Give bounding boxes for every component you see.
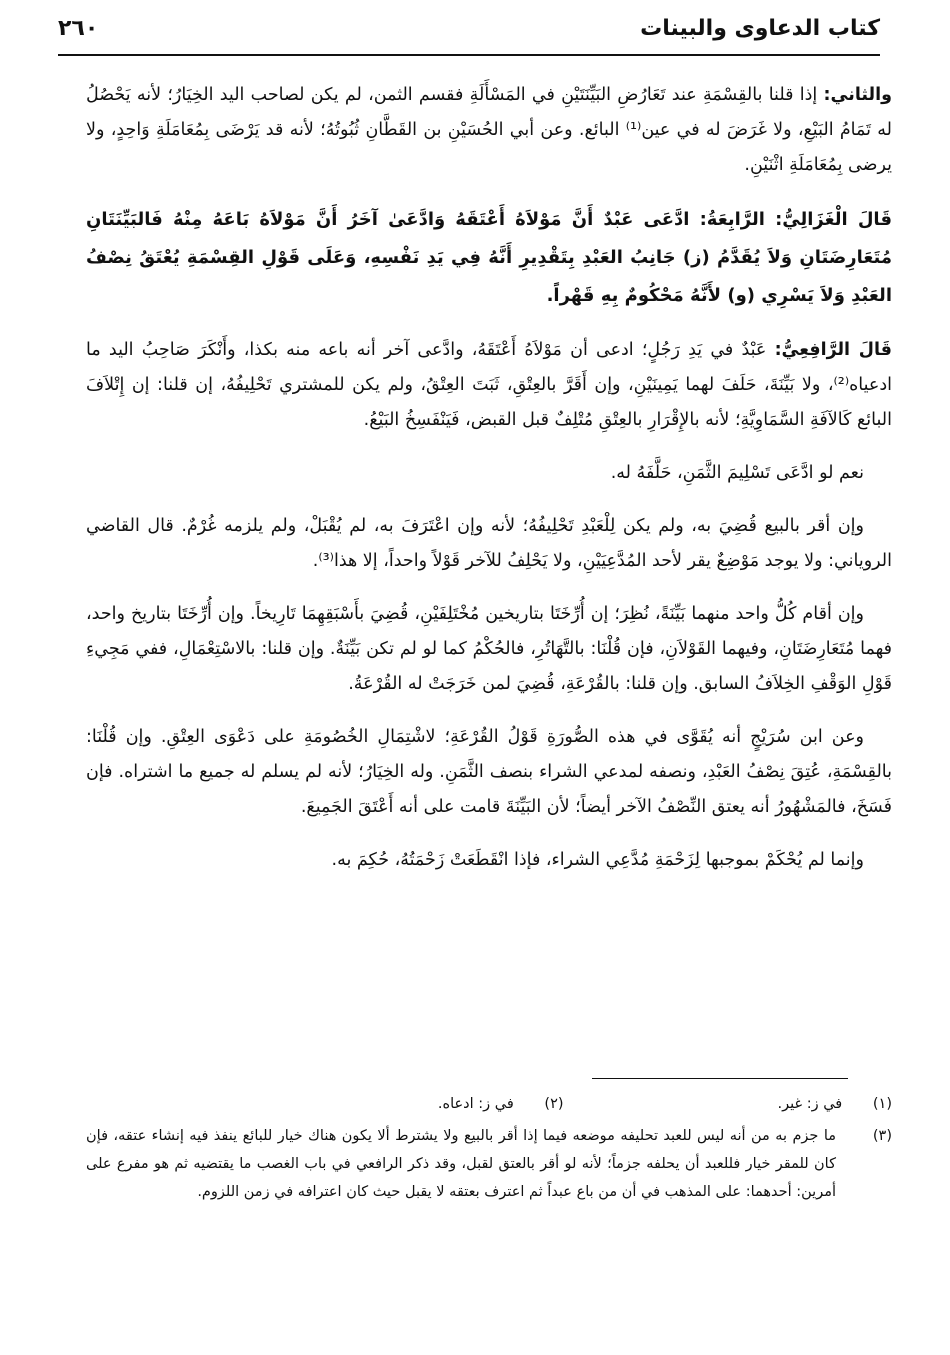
- paragraph-text: الرَّابِعَةُ: ادَّعَى عَبْدٌ أَنَّ مَوْلاَهُ أَعْتَقَهُ وَادَّعَىٰ آخَرُ أَنَّ مَوْلاَهُ بَاعَهُ مِنْهُ فَالبَيِّنَتَانِ مُتَعَارِضَتَانِ وَلاَ يُقَدَّمُ (ز) جَانِبُ العَبْدِ بِتَقْدِيرِ أَنَّهُ فِي يَدِ نَفْسِهِ، وَعَلَى قَوْلِ القِسْمَةِ يُعْتَقُ نِصْفُ العَبْدِ وَلاَ يَسْرِي (و) لأَنَّهُ مَحْكُومٌ بِهِ قَهْراً.: [86, 209, 892, 306]
- footnote-text: ما جزم به من أنه ليس للعبد تحليفه موضعه فيما إذا أقر بالبيع ولا يشترط ألا يكون هناك خيار للبائع ينفذ فيه إنشاء عتقه، فإن كان للمقر خيار فللعبد أن يحلفه جزماً؛ لأنه لو أقر بالعتق لقبل، وقد ذكر الرافعي في باب الغصب ما يقتضيه ثم هو مفرع على أمرين: أحدهما: على المذهب في أن من باع عبداً ثم اعترف بعتقه لا يقبل حيث كان اعترافه في زمن اللزوم.: [86, 1128, 836, 1200]
- footnote-divider: [592, 1078, 848, 1079]
- paragraph-2: [86, 201, 892, 315]
- footnote-number: (٢): [544, 1096, 564, 1112]
- footnotes: [86, 1090, 892, 1206]
- footnote-text: في ز: ادعاه.: [437, 1096, 514, 1112]
- paragraph-text: وإنما لم يُحْكَمْ بموجبها لِزَحْمَةِ مُدَّعِي الشراء، فإذا انْقَطَعَتْ زَحْمَتُهُ، حُكِمَ به.: [331, 850, 864, 870]
- footnote-number: (٣): [872, 1128, 892, 1144]
- footnote-3: [86, 1122, 892, 1206]
- paragraph-lead: قَالَ الْغَزَالِيُّ:: [775, 209, 892, 230]
- paragraph-7: [86, 720, 892, 825]
- paragraph-text: عَبْدٌ في يَدِ رَجُلٍ؛ ادعى أن مَوْلاَهُ أَعْتَقَهُ، وادَّعى آخر أنه باعه منه بكذا، وأَنْكَرَ صَاحِبُ اليد ما ادعياه⁽²⁾، ولا بَيِّنَةَ، حَلَفَ لهما يَمِينَيْنِ، وإن أَقَرَّ بالعِتْقِ، ثَبَتَ العِتْقُ، ولم يكن للمشتري تَحْلِيفُهُ، إن قلنا: إن إِتْلاَفَ البائع كَالآفَةِ السَّمَاوِيَّةِ؛ لأنه بالإِقْرَارِ بالعِتْقِ مُتْلِفٌ قبل القبض، فَيَنْفَسِخُ البَيْعُ.: [86, 340, 892, 430]
- paragraph-text: وإن أقام كُلُّ واحد منهما بَيِّنَةً، نُظِرَ؛ إن أُرِّخَتَا بتاريخين مُخْتَلِفَيْنِ، قُضِيَ بأَسْبَقِهِمَا تَارِيخاً. وإن أُرِّخَتَا بتاريخ واحد، فهما مُتَعَارِضَتَانِ، وفيهما القَوْلاَنِ، فإن قُلْنَا: بالتَّهَاتُرِ، فالحُكْمُ كما لو لم تكن بَيِّنَةٌ. وإن قلنا: بالاسْتِعْمَالِ، ففي مَجِيءِ قَوْلِ الوَقْفِ الخِلاَفُ السابق. وإن قلنا: بالقُرْعَةِ، قُضِيَ لمن خَرَجَتْ له القُرْعَةُ.: [86, 604, 892, 694]
- paragraph-lead: قَالَ الرَّافِعِيُّ:: [774, 340, 892, 360]
- paragraph-4: [86, 456, 892, 491]
- paragraph-1: [86, 78, 892, 183]
- paragraph-8: [86, 843, 892, 878]
- footnote-row: [86, 1090, 892, 1118]
- footnote-number: (١): [872, 1096, 892, 1112]
- footnote-text: في ز: غير.: [777, 1096, 843, 1112]
- paragraph-text: وعن ابن سُرَيْجٍ أنه يُقَوَّى في هذه الصُّورَةِ قَوْلُ القُرْعَةِ؛ لاشْتِمَالِ الخُصُومَةِ على دَعْوَى العِتْقِ. وإن قُلْنَا: بالقِسْمَةِ، عُتِقَ نِصْفُ العَبْدِ، ونصفه لمدعي الشراء بنصف الثَّمَنِ. وله الخِيَارُ؛ لأنه لم يسلم له جميع ما اشتراه. فإن فَسَخَ، فالمَشْهُورُ أنه يعتق النِّصْفُ الآخر أيضاً؛ لأن البَيِّنَةَ قامت على أنه أَعْتَقَ الجَمِيعَ.: [86, 727, 892, 817]
- main-text: [86, 78, 892, 896]
- paragraph-6: [86, 597, 892, 702]
- paragraph-text: إذا قلنا بالقِسْمَةِ عند تَعَارُضِ البَيِّنَتَيْنِ في المَسْأَلَةِ فقسم الثمن، لم يكن لصاحب اليد الخِيَارُ؛ لأنه يَحْصُلُ له تَمَامُ البَيْعِ، ولا غَرَضَ له في عين⁽¹⁾ البائع. وعن أبي الحُسَيْنِ بن القَطَّانِ ثُبُوتُهُ؛ لأنه قد يَرْضَى بِمُعَامَلَةِ وَاحِدٍ، ولا يرضى بِمُعَامَلَةِ اثْنَيْنِ.: [86, 85, 892, 175]
- page-number: ٢٦٠: [58, 16, 99, 41]
- paragraph-5: [86, 509, 892, 579]
- paragraph-lead: والثاني:: [823, 85, 892, 105]
- footnote-1: [778, 1090, 892, 1118]
- header-title: كتاب الدعاوى والبينات: [640, 16, 880, 41]
- footnote-2: [438, 1090, 564, 1118]
- paragraph-text: نعم لو ادَّعَى تَسْلِيمَ الثَّمَنِ، حَلَّفَهُ له.: [610, 463, 864, 483]
- running-header: [58, 14, 880, 56]
- paragraph-3: [86, 333, 892, 438]
- paragraph-text: وإن أقر بالبيع قُضِيَ به، ولم يكن لِلْعَبْدِ تَحْلِيفُهُ؛ لأنه وإن اعْتَرَفَ به، لم يُقْبَلْ، ولم يلزمه غُرْمٌ. قال القاضي الروياني: ولا يوجد مَوْضِعٌ يقر لأحد المُدَّعِيَيْنِ، ولا يَحْلِفُ للآخر قَوْلاً واحداً، إلا هذا⁽³⁾.: [86, 516, 892, 571]
